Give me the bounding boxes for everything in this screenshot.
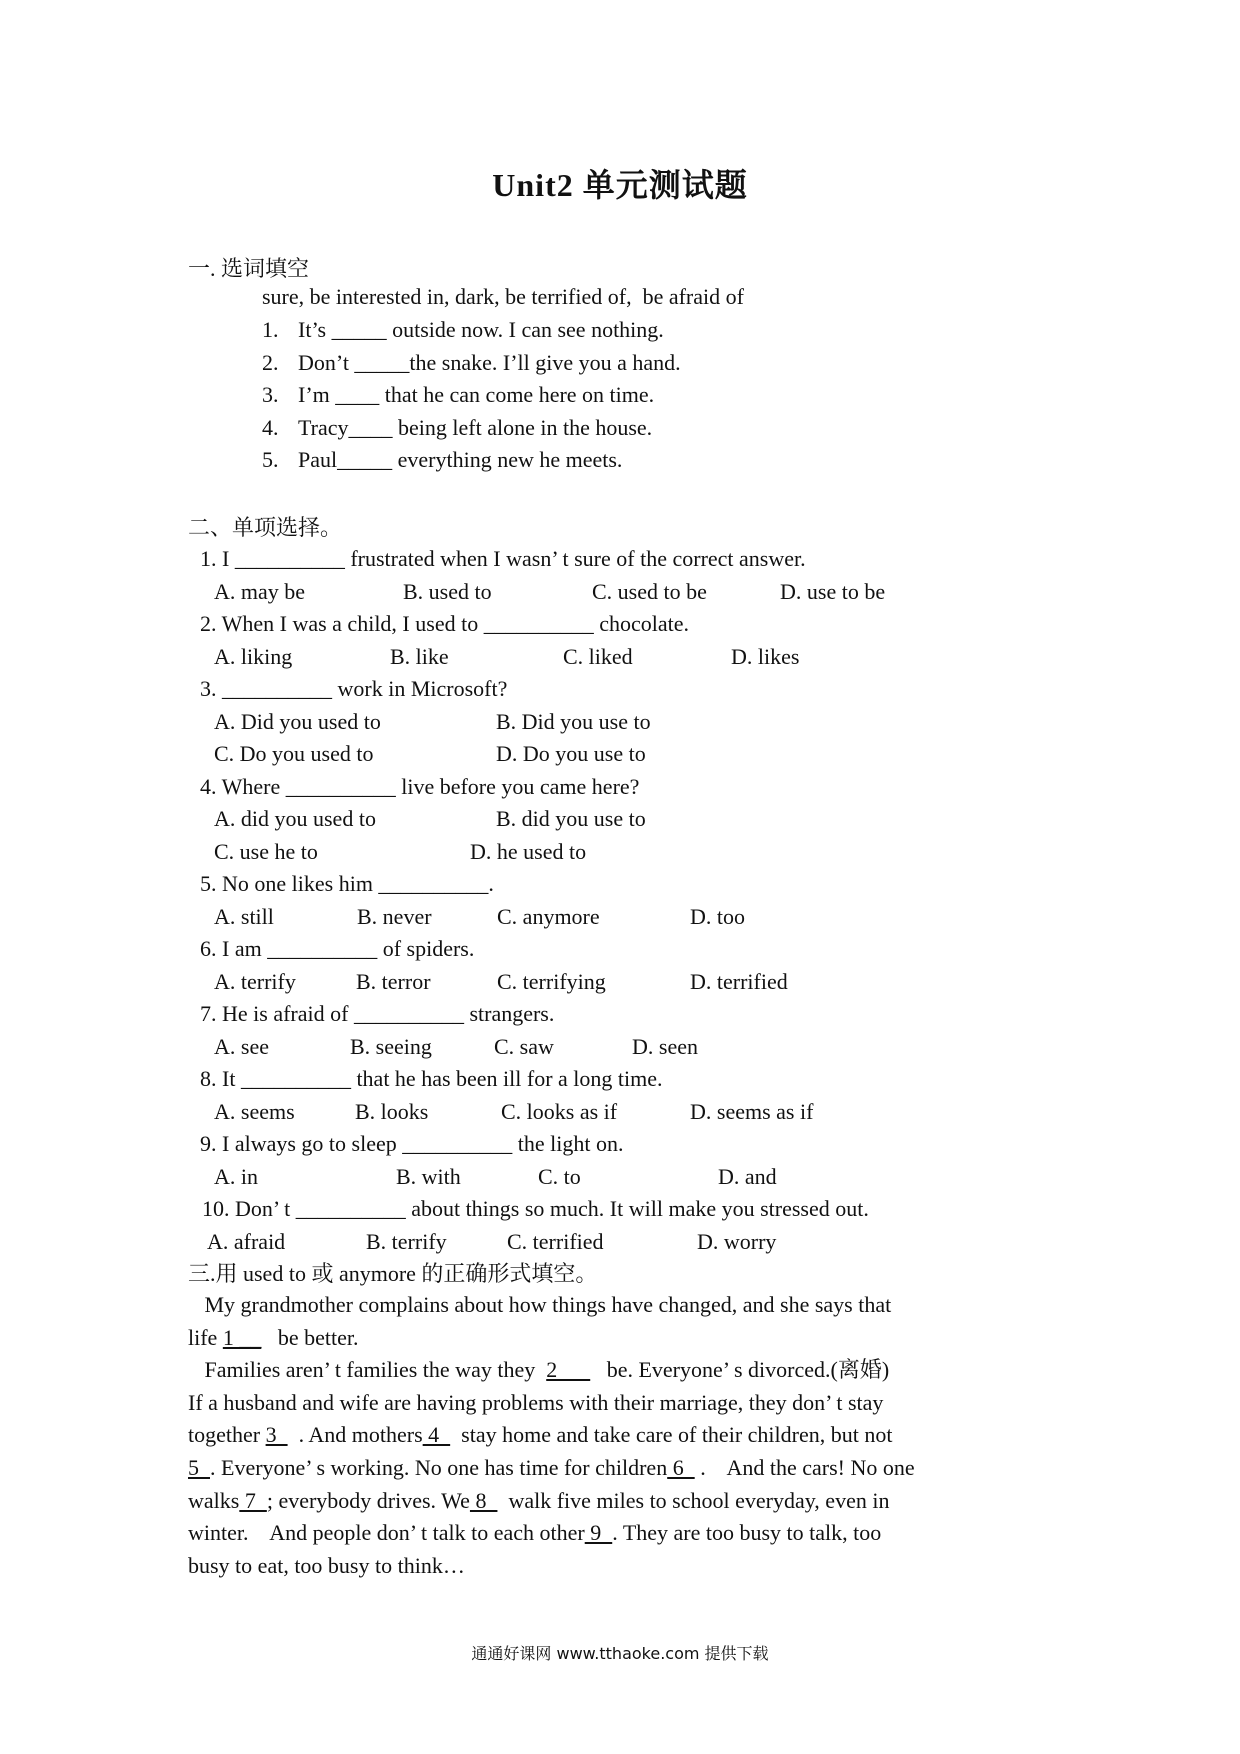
option: D. Do you use to — [496, 741, 646, 766]
word-bank: sure, be interested in, dark, be terrified of, be afraid of — [262, 284, 744, 309]
passage-text: My grandmother complains about how things have changed, and she says that — [188, 1292, 892, 1317]
blank: 6 — [667, 1455, 695, 1480]
fill-item — [262, 381, 654, 409]
section1-heading: 一. 选词填空 — [188, 256, 310, 281]
option: A. Did you used to — [214, 708, 381, 734]
option: C. anymore — [497, 903, 600, 929]
passage-line — [188, 1421, 892, 1449]
fill-item — [262, 414, 652, 442]
option: D. seen — [632, 1033, 698, 1059]
blank: 7 — [239, 1487, 267, 1513]
passage-text: stay home and take care of their children, but not — [450, 1422, 893, 1448]
question-stem: 5. No one likes him __________. — [200, 871, 494, 896]
blank: 4 — [422, 1422, 451, 1448]
passage-text: . And mothers — [287, 1422, 423, 1448]
option: C. looks as if — [501, 1098, 618, 1124]
option: B. never — [357, 903, 432, 929]
option: D. terrified — [690, 968, 788, 994]
fill-item — [262, 316, 664, 344]
passage-line — [188, 1389, 883, 1417]
item-number: 2. — [262, 349, 279, 375]
passage-line — [188, 1356, 889, 1384]
question-stem: 3. __________ work in Microsoft? — [200, 676, 508, 701]
passage-text: together — [188, 1422, 266, 1448]
option: A. may be — [214, 578, 306, 604]
passage-line — [188, 1454, 915, 1482]
option: C. terrifying — [497, 968, 606, 994]
question-stem: 8. It __________ that he has been ill for a long time. — [200, 1066, 663, 1091]
blank: 9 — [584, 1520, 613, 1546]
option: C. terrified — [507, 1228, 604, 1254]
option: D. use to be — [780, 578, 886, 604]
option: C. Do you used to — [214, 741, 374, 766]
section3-heading: 三.用 used to 或 anymore 的正确形式填空。 — [188, 1261, 598, 1286]
question-stem: 10. Don’ t __________ about things so much. It will make you stressed out. — [202, 1196, 869, 1221]
passage-line — [188, 1552, 465, 1580]
question-stem: 6. I am __________ of spiders. — [200, 936, 475, 961]
option: B. used to — [403, 578, 492, 604]
option: C. to — [538, 1163, 581, 1189]
option: D. he used to — [470, 838, 587, 864]
option: A. see — [214, 1033, 269, 1059]
passage-text: . Everyone’ s working. No one has time for children — [210, 1455, 668, 1480]
option: A. still — [214, 903, 274, 929]
passage-line — [188, 1519, 881, 1547]
blank: 8 — [469, 1487, 498, 1513]
passage-line — [188, 1324, 358, 1352]
passage-text: busy to eat, too busy to think… — [188, 1552, 465, 1578]
option: B. like — [390, 643, 449, 669]
passage-text: walk five miles to school everyday, even in — [497, 1487, 890, 1513]
option: B. terror — [356, 968, 431, 994]
option: A. liking — [214, 643, 293, 669]
option: D. likes — [731, 643, 800, 669]
option: C. use he to — [214, 838, 318, 864]
passage-text: winter. And people don’ t talk to each other — [188, 1520, 585, 1546]
item-number: 5. — [262, 447, 279, 472]
option: D. too — [690, 903, 745, 929]
item-text: Tracy____ being left alone in the house. — [298, 414, 653, 440]
passage-text: be better. — [261, 1324, 359, 1350]
option: B. seeing — [350, 1033, 432, 1059]
option: B. looks — [355, 1098, 429, 1124]
option: B. with — [396, 1163, 461, 1189]
item-text: Paul_____ everything new he meets. — [298, 447, 623, 472]
item-number: 1. — [262, 317, 279, 342]
option: C. liked — [563, 643, 633, 669]
question-stem: 2. When I was a child, I used to __________ chocolate. — [200, 611, 689, 636]
question-stem: 4. Where __________ live before you came here? — [200, 773, 640, 799]
blank: 5 — [188, 1455, 210, 1480]
item-number: 4. — [262, 414, 279, 440]
blank: 3 — [265, 1422, 288, 1448]
option: A. seems — [214, 1098, 295, 1124]
option: D. seems as if — [690, 1098, 814, 1124]
option: C. used to be — [592, 578, 707, 604]
option: D. worry — [697, 1228, 777, 1254]
option: A. in — [214, 1163, 258, 1189]
item-number: 3. — [262, 382, 279, 407]
option: D. and — [718, 1163, 777, 1189]
blank: 2 — [546, 1357, 591, 1383]
item-text: I’m ____ that he can come here on time. — [298, 382, 655, 407]
passage-text: If a husband and wife are having problems with their marriage, they don’ t stay — [188, 1389, 884, 1415]
question-stem: 1. I __________ frustrated when I wasn’ t sure of the correct answer. — [200, 546, 806, 571]
item-text: Don’t _____the snake. I’ll give you a hand. — [298, 349, 681, 375]
blank: 1 __ — [222, 1324, 262, 1350]
page-title: Unit2 单元测试题 — [492, 167, 748, 203]
passage-text: . And the cars! No one — [694, 1455, 915, 1480]
option: A. terrify — [214, 968, 296, 994]
section2-heading: 二、单项选择。 — [188, 515, 343, 540]
fill-item — [262, 446, 622, 474]
passage-line — [188, 1487, 889, 1515]
passage-text: life — [188, 1324, 223, 1350]
option: A. afraid — [207, 1228, 286, 1254]
passage-text: ; everybody drives. We — [266, 1487, 470, 1513]
option: B. Did you use to — [496, 708, 651, 734]
passage-text: Families aren’ t families the way they — [188, 1357, 547, 1383]
option: B. did you use to — [496, 806, 646, 831]
footer-credit: 通通好课网 www.tthaoke.com 提供下载 — [471, 1644, 769, 1663]
question-stem: 9. I always go to sleep __________ the light on. — [200, 1131, 624, 1156]
passage-line — [188, 1291, 891, 1319]
passage-text: walks — [188, 1487, 240, 1513]
passage-text: . They are too busy to talk, too — [612, 1520, 882, 1546]
passage-text: be. Everyone’ s divorced.(离婚) — [590, 1357, 890, 1383]
option: A. did you used to — [214, 806, 376, 831]
fill-item — [262, 349, 681, 377]
item-text: It’s _____ outside now. I can see nothing. — [298, 317, 664, 342]
option: C. saw — [494, 1033, 554, 1059]
question-stem: 7. He is afraid of __________ strangers. — [200, 1001, 555, 1026]
option: B. terrify — [366, 1228, 447, 1254]
